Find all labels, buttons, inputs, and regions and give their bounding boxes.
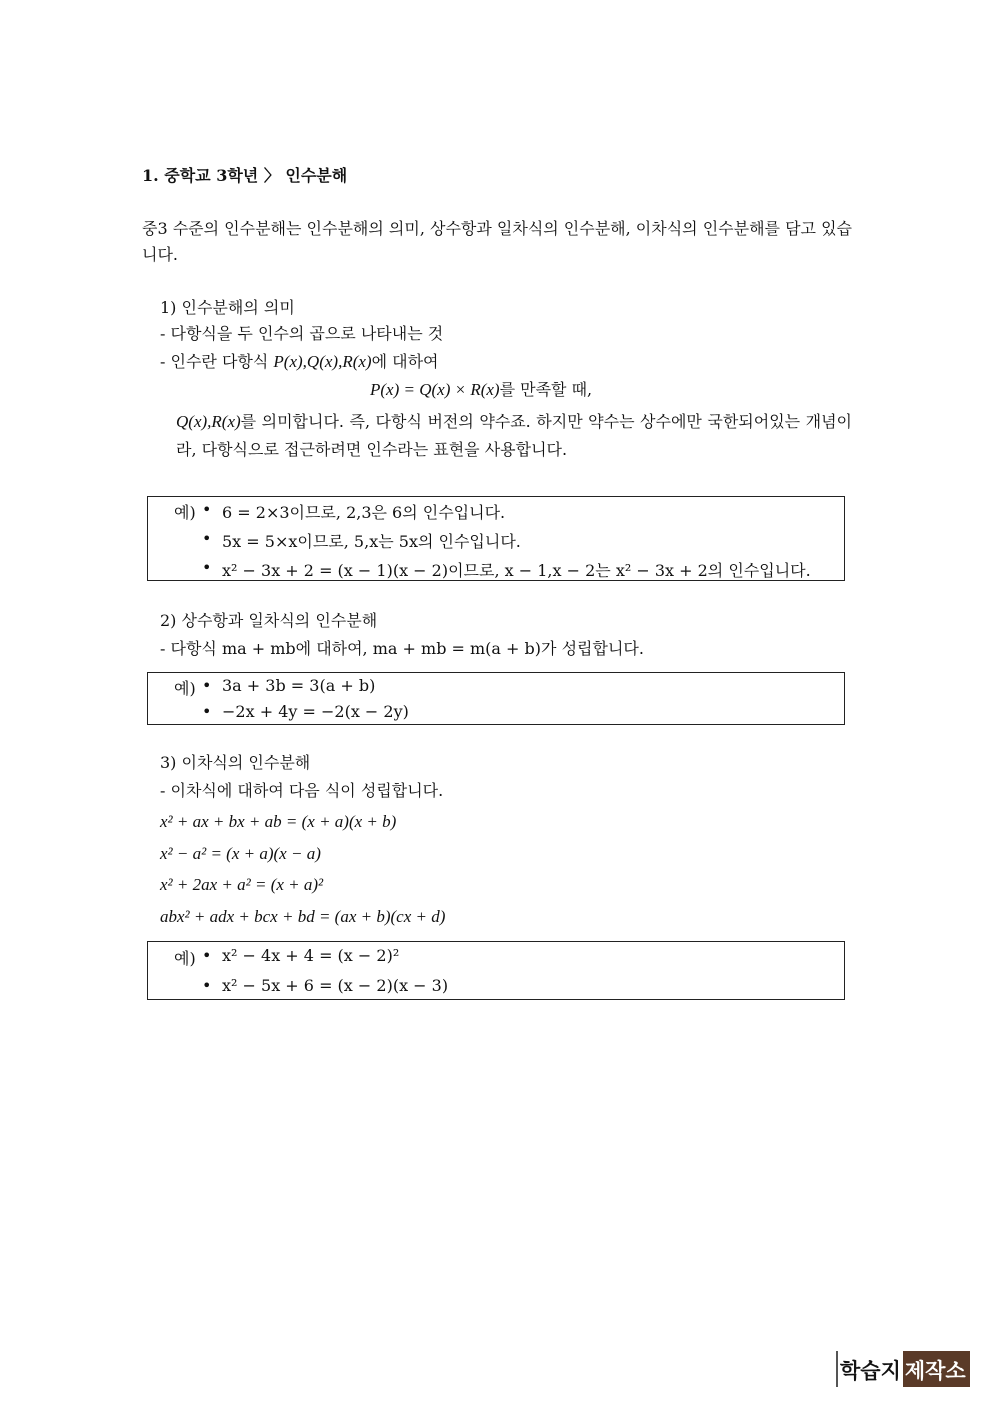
example-box-1 (147, 496, 845, 581)
bullet-dot: • (202, 946, 212, 965)
example-item: 3a + 3b = 3(a + b) (222, 676, 376, 695)
example-box-2 (147, 672, 845, 725)
section-3-heading: 3) 이차식의 인수분해 (160, 753, 311, 772)
para-text: 를 의미합니다. 즉, 다항식 버전의 약수죠. 하지만 약수는 상수에만 국한되어있는 개념이라, 다항식으로 접근하려면 인수라는 표현을 사용합니다. (176, 412, 852, 459)
formula: x² − a² = (x + a)(x − a) (160, 844, 321, 863)
intro-paragraph: 중3 수준의 인수분해는 인수분해의 의미, 상수항과 일차식의 인수분해, 이차식의 인수분해를 담고 있습니다. (142, 219, 852, 264)
para-math: Q(x),R(x) (176, 412, 241, 431)
section-3-bullet: - 이차식에 대하여 다음 식이 성립합니다. (160, 781, 444, 800)
center-equation (370, 379, 592, 401)
page-title: 1. 중학교 3학년 〉 인수분해 (142, 166, 348, 185)
brand-logo (836, 1351, 978, 1387)
example-item: x² − 3x + 2 = (x − 1)(x − 2)이므로, x − 1,x − 2는 x² − 3x + 2의 인수입니다. (222, 561, 811, 580)
example-item: 5x = 5×x이므로, 5,x는 5x의 인수입니다. (222, 532, 521, 551)
example-item: 6 = 2×3이므로, 2,3은 6의 인수입니다. (222, 503, 506, 522)
center-math: P(x) = Q(x) × R(x) (370, 380, 500, 399)
bullet-dot: • (202, 702, 212, 721)
example-item: x² − 5x + 6 = (x − 2)(x − 3) (222, 976, 449, 995)
bullet-dot: • (202, 529, 212, 548)
bullet-2-math: P(x),Q(x),R(x) (273, 352, 372, 371)
example-label: 예) (174, 949, 196, 968)
bullet-2-prefix: - 인수란 다항식 (160, 352, 269, 371)
section-2-heading: 2) 상수항과 일차식의 인수분해 (160, 611, 378, 630)
logo-part-2: 제작소 (903, 1351, 970, 1387)
example-label: 예) (174, 503, 196, 522)
bullet-dot: • (202, 976, 212, 995)
example-item: x² − 4x + 4 = (x − 2)² (222, 946, 400, 965)
example-label: 예) (174, 679, 196, 698)
section-2-bullet: - 다항식 ma + mb에 대하여, ma + mb = m(a + b)가 성립합니다. (160, 639, 644, 658)
bullet-dot: • (202, 676, 212, 695)
section-1-paragraph (176, 408, 852, 464)
section-1-heading: 1) 인수분해의 의미 (160, 298, 295, 317)
formula: x² + 2ax + a² = (x + a)² (160, 875, 324, 894)
example-box-3 (147, 941, 845, 1000)
formula: x² + ax + bx + ab = (x + a)(x + b) (160, 812, 397, 831)
bullet-dot: • (202, 558, 212, 577)
example-item: −2x + 4y = −2(x − 2y) (222, 702, 409, 721)
bullet-2-suffix: 에 대하여 (371, 352, 439, 371)
section-1-bullet-2 (160, 351, 439, 373)
logo-part-1: 학습지 (836, 1351, 903, 1387)
section-1-bullet-1: - 다항식을 두 인수의 곱으로 나타내는 것 (160, 324, 444, 343)
center-suffix: 를 만족할 때, (499, 380, 593, 399)
bullet-dot: • (202, 500, 212, 519)
formula: abx² + adx + bcx + bd = (ax + b)(cx + d) (160, 907, 446, 926)
